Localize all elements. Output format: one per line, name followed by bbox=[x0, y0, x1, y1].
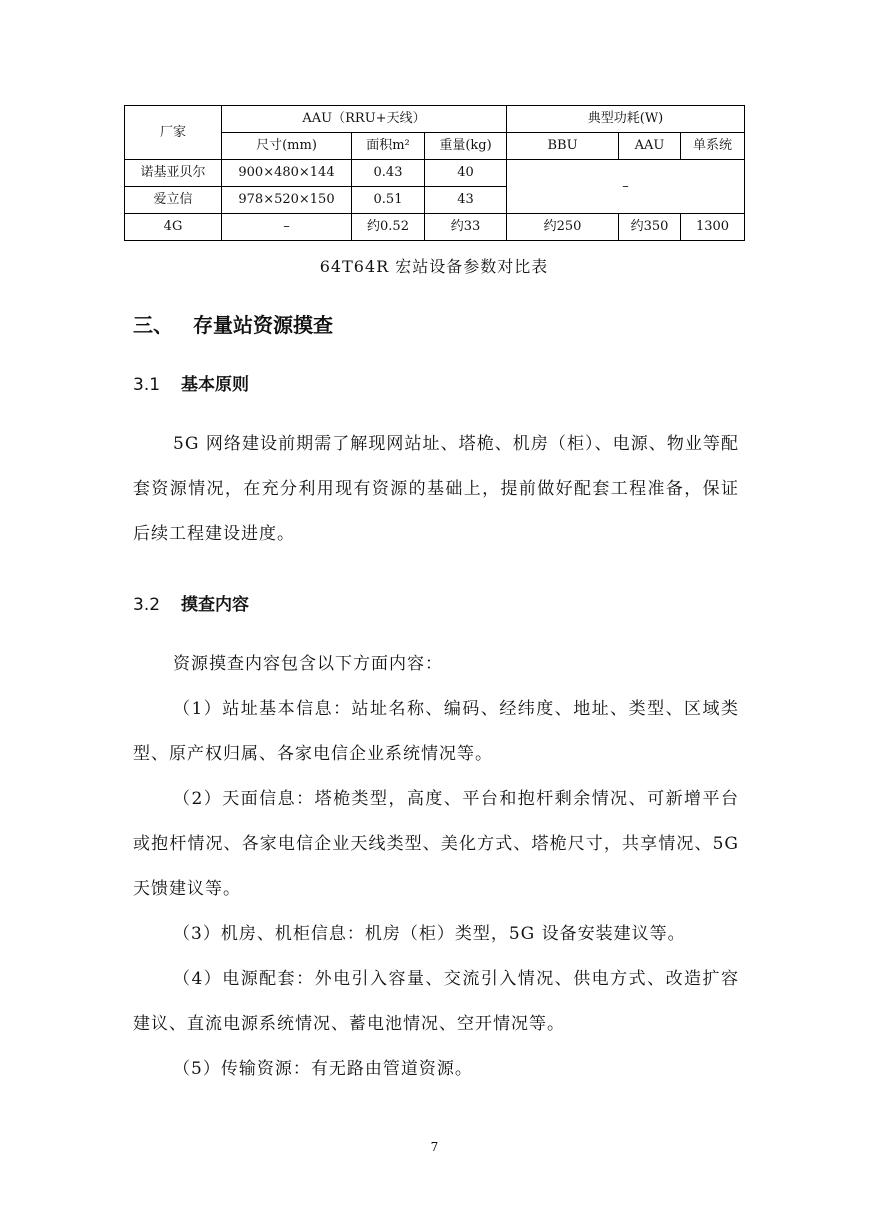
subsection-title: 基本原则 bbox=[181, 375, 249, 395]
header-size: 尺寸(mm) bbox=[222, 133, 352, 160]
cell-power-merged: – bbox=[507, 160, 745, 214]
cell-system: 1300 bbox=[681, 214, 745, 241]
list-item: （5）传输资源：有无路由管道资源。 bbox=[173, 1059, 473, 1079]
cell-size: – bbox=[222, 214, 352, 241]
header-aau: AAU bbox=[619, 133, 681, 160]
cell-area: 0.51 bbox=[352, 187, 425, 214]
subsection-title: 摸查内容 bbox=[181, 595, 249, 615]
list-item: （2）天面信息：塔桅类型，高度、平台和抱杆剩余情况、可新增平台或抱杆情况、各家电信企业天线类型、美化方式、塔桅尺寸，共享情况、5G 天馈建议等。 bbox=[133, 789, 739, 899]
section-title: 存量站资源摸查 bbox=[193, 313, 333, 337]
paragraph-basic-principle: 5G 网络建设前期需了解现网站址、塔桅、机房（柜）、电源、物业等配套资源情况，在充分利用现有资源的基础上，提前做好配套工程准备，保证后续工程建设进度。 bbox=[133, 434, 739, 544]
cell-aau: 约350 bbox=[619, 214, 681, 241]
list-item: （3）机房、机柜信息：机房（柜）类型，5G 设备安装建议等。 bbox=[173, 924, 686, 944]
header-power-group: 典型功耗(W) bbox=[507, 106, 745, 133]
subsection-number: 3.1 bbox=[133, 375, 161, 395]
table-row bbox=[125, 160, 745, 187]
table-caption: 64T64R 宏站设备参数对比表 bbox=[319, 257, 549, 276]
table-row bbox=[125, 214, 745, 241]
cell-area: 约0.52 bbox=[352, 214, 425, 241]
section-heading bbox=[133, 309, 333, 338]
cell-vendor: 4G bbox=[125, 214, 222, 241]
list-item: （1）站址基本信息：站址名称、编码、经纬度、地址、类型、区域类型、原产权归属、各家电信企业系统情况等。 bbox=[133, 699, 739, 764]
cell-weight: 40 bbox=[425, 160, 507, 187]
header-weight: 重量(kg) bbox=[425, 133, 507, 160]
page-number: 7 bbox=[430, 1140, 439, 1154]
header-system: 单系统 bbox=[681, 133, 745, 160]
table-header-row bbox=[125, 106, 745, 133]
cell-area: 0.43 bbox=[352, 160, 425, 187]
subsection-number: 3.2 bbox=[133, 595, 161, 615]
paragraph-intro: 资源摸查内容包含以下方面内容： bbox=[173, 654, 443, 674]
list-item: （4）电源配套：外电引入容量、交流引入情况、供电方式、改造扩容建议、直流电源系统情况、蓄电池情况、空开情况等。 bbox=[133, 969, 739, 1034]
subsection-heading-3-2 bbox=[133, 590, 249, 615]
cell-size: 900×480×144 bbox=[222, 160, 352, 187]
equipment-comparison-table bbox=[124, 105, 745, 241]
header-area: 面积m² bbox=[352, 133, 425, 160]
subsection-heading-3-1 bbox=[133, 370, 249, 395]
header-vendor: 厂家 bbox=[125, 106, 222, 160]
header-aau-group: AAU（RRU+天线） bbox=[222, 106, 507, 133]
cell-weight: 约33 bbox=[425, 214, 507, 241]
cell-vendor: 爱立信 bbox=[125, 187, 222, 214]
cell-vendor: 诺基亚贝尔 bbox=[125, 160, 222, 187]
header-bbu: BBU bbox=[507, 133, 619, 160]
section-number: 三、 bbox=[133, 313, 173, 337]
cell-size: 978×520×150 bbox=[222, 187, 352, 214]
cell-bbu: 约250 bbox=[507, 214, 619, 241]
cell-weight: 43 bbox=[425, 187, 507, 214]
